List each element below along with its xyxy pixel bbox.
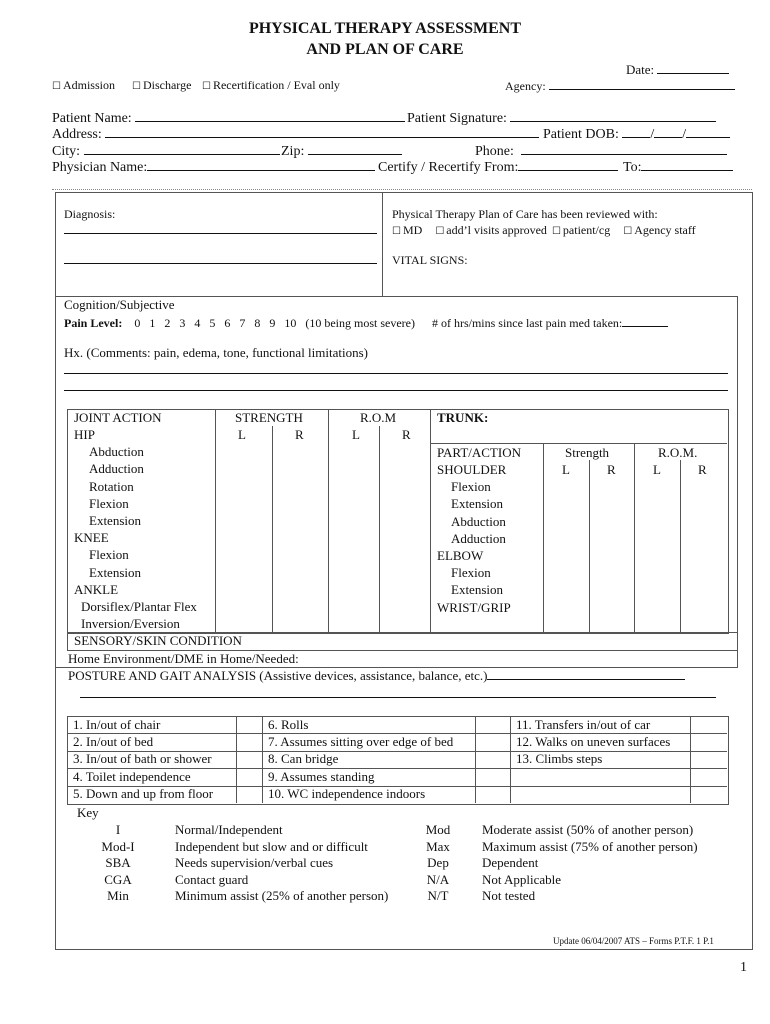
agency-line[interactable]	[549, 78, 735, 90]
section-divider	[52, 189, 752, 190]
pain-level-8[interactable]: 8	[254, 316, 261, 330]
key-description: Contact guard	[175, 871, 249, 887]
part-col-divider	[634, 443, 635, 632]
strength-header: STRENGTH	[235, 410, 303, 425]
part-col-divider	[680, 460, 681, 632]
functional-item: 1. In/out of chair	[73, 717, 161, 732]
pain-med-label: # of hrs/mins since last pain med taken:	[431, 316, 623, 330]
part-row-label: SHOULDER	[437, 462, 507, 477]
key-code: CGA	[104, 871, 132, 887]
functional-item: 5. Down and up from floor	[73, 785, 214, 801]
patient-name-label: Patient Name:	[52, 111, 132, 126]
pain-level-10[interactable]: 10	[284, 316, 297, 330]
pain-med-line[interactable]	[622, 315, 668, 327]
pain-level-label: Pain Level:	[64, 316, 123, 330]
phone-field[interactable]	[475, 143, 727, 160]
key-code: Max	[426, 838, 450, 854]
city-line[interactable]	[84, 143, 280, 155]
joint-row-label: Abduction	[89, 444, 144, 460]
func-col-divider	[236, 716, 237, 803]
zip-line[interactable]	[308, 143, 402, 155]
discharge-label: Discharge	[142, 78, 192, 92]
functional-item: 8. Can bridge	[268, 751, 339, 767]
plan-options	[392, 223, 696, 238]
posture-line-2[interactable]	[80, 697, 716, 698]
part-row-label: Abduction	[451, 513, 506, 529]
functional-item: 13. Climbs steps	[516, 751, 603, 767]
functional-item: 9. Assumes standing	[268, 768, 375, 784]
func-col-divider	[690, 716, 691, 803]
key-description: Moderate assist (50% of another person)	[482, 822, 694, 837]
key-code: Dep	[427, 855, 449, 871]
key-code: Mod-I	[101, 838, 135, 854]
pain-note: (10 being most severe)	[305, 316, 415, 330]
recert-label: Recertification / Eval only	[212, 78, 340, 92]
city-field[interactable]	[52, 143, 280, 160]
part-action-header: PART/ACTION	[437, 445, 521, 460]
functional-item: 7. Assumes sitting over edge of bed	[268, 734, 454, 750]
pain-level-9[interactable]: 9	[269, 316, 276, 330]
func-col-divider	[262, 716, 263, 803]
pain-level-1[interactable]: 1	[149, 316, 156, 330]
functional-item: 3. In/out of bath or shower	[73, 751, 212, 767]
dob-label: Patient DOB:	[543, 127, 619, 142]
pain-level-2[interactable]: 2	[164, 316, 171, 330]
key-description: Not Applicable	[482, 871, 562, 887]
zip-label: Zip:	[281, 144, 305, 159]
hx-line-1[interactable]	[64, 373, 728, 374]
date-label: Date:	[626, 62, 655, 77]
joint-col-divider	[328, 409, 329, 632]
functional-item: 10. WC independence indoors	[268, 785, 426, 801]
joint-row-label: Extension	[89, 513, 141, 528]
key-label: Key	[77, 805, 99, 820]
patient-signature-label: Patient Signature:	[407, 111, 507, 126]
key-code: N/T	[427, 888, 449, 904]
certify-to-line[interactable]	[641, 159, 733, 171]
key-code: N/A	[426, 871, 450, 887]
part-rom-left: L	[653, 462, 661, 477]
cognition-label: Cognition/Subjective	[64, 297, 175, 312]
agency-label: Agency:	[505, 79, 546, 93]
agency-staff-option[interactable]	[623, 223, 695, 237]
certify-to-field[interactable]	[623, 159, 733, 176]
patient-signature-line[interactable]	[510, 110, 716, 122]
physician-label: Physician Name:	[52, 160, 148, 175]
strength-left: L	[238, 427, 246, 442]
pain-scale	[125, 316, 296, 330]
agency-staff-label: Agency staff	[634, 223, 696, 237]
pain-level-row	[64, 315, 668, 331]
key-code: Min	[107, 888, 129, 904]
func-col-divider	[475, 716, 476, 803]
joint-row-label: Flexion	[89, 495, 129, 511]
functional-item: 4. Toilet independence	[73, 768, 191, 784]
patient-name-line[interactable]	[135, 110, 405, 122]
joint-row-label: Adduction	[89, 461, 144, 477]
patient-cg-option[interactable]	[552, 223, 610, 237]
functional-item: 12. Walks on uneven surfaces	[516, 734, 671, 750]
update-note: Update 06/04/2007 ATS – Forms P.T.F. 1 P.1	[553, 936, 714, 946]
joint-row-label: Inversion/Eversion	[81, 616, 180, 632]
part-col-divider	[543, 443, 544, 632]
dob-separator: /	[650, 127, 655, 142]
address-field[interactable]	[52, 126, 539, 143]
joint-header: JOINT ACTION	[74, 410, 162, 425]
md-option[interactable]	[392, 223, 422, 237]
part-row-label: ELBOW	[437, 548, 484, 563]
joint-col-divider	[379, 426, 380, 632]
checkbox-icon[interactable]: ☐	[52, 81, 61, 92]
plan-reviewed-label: Physical Therapy Plan of Care has been reviewed with:	[392, 207, 658, 221]
patient-name-field[interactable]	[52, 110, 405, 127]
key-code: SBA	[105, 855, 131, 871]
agency-field[interactable]	[505, 78, 735, 94]
sensory-label: SENSORY/SKIN CONDITION	[74, 633, 242, 648]
form-title-line1: PHYSICAL THERAPY ASSESSMENT	[248, 20, 522, 37]
posture-line[interactable]	[487, 668, 685, 680]
sensory-frame-left	[67, 632, 68, 650]
addl-visits-label: add’l visits approved	[446, 223, 547, 237]
joint-row-label: Dorsiflex/Plantar Flex	[81, 599, 197, 614]
key-description: Not tested	[482, 888, 536, 904]
patient-cg-label: patient/cg	[562, 223, 611, 237]
functional-item: 2. In/out of bed	[73, 734, 154, 750]
diagnosis-divider	[382, 192, 383, 296]
joint-row-label: Flexion	[89, 547, 129, 563]
trunk-divider	[430, 443, 727, 444]
functional-item: 6. Rolls	[268, 717, 309, 732]
certify-from-line[interactable]	[518, 159, 618, 171]
address-label: Address:	[52, 127, 102, 142]
diagnosis-line-2[interactable]	[64, 263, 377, 264]
part-rom-right: R	[698, 462, 707, 477]
pain-level-3[interactable]: 3	[179, 316, 186, 330]
dob-separator: /	[682, 127, 687, 142]
part-strength-left: L	[562, 462, 570, 477]
part-row-label: Flexion	[451, 479, 491, 495]
trunk-label: TRUNK:	[437, 410, 489, 425]
part-strength-header: Strength	[565, 445, 610, 460]
checkbox-icon[interactable]: ☐	[392, 226, 401, 237]
functional-item: 11. Transfers in/out of car	[516, 717, 651, 732]
rom-header: R.O.M	[360, 410, 397, 425]
posture-field[interactable]	[68, 668, 685, 684]
posture-label: POSTURE AND GAIT ANALYSIS (Assistive devices, assistance, balance, etc.)	[68, 668, 488, 683]
dob-day[interactable]	[654, 126, 682, 138]
diagnosis-line-1[interactable]	[64, 233, 377, 234]
strength-right: R	[295, 427, 304, 442]
joint-row-label: HIP	[74, 427, 95, 442]
rom-left: L	[352, 427, 360, 442]
joint-row-label: Rotation	[89, 478, 134, 494]
checkbox-icon[interactable]: ☐	[132, 81, 141, 92]
address-line[interactable]	[105, 126, 539, 138]
pain-level-4[interactable]: 4	[194, 316, 201, 330]
func-col-divider	[510, 716, 511, 803]
dob-month[interactable]	[622, 126, 650, 138]
vital-signs-label: VITAL SIGNS:	[392, 253, 468, 267]
key-description: Independent but slow and or difficult	[175, 838, 368, 854]
part-row-label: Flexion	[451, 565, 491, 581]
diagnosis-label: Diagnosis:	[64, 207, 116, 221]
certify-label: Certify / Recertify From:	[378, 160, 519, 175]
key-code: Mod	[425, 822, 451, 837]
checkbox-icon[interactable]: ☐	[435, 226, 445, 237]
recert-option[interactable]	[202, 78, 340, 93]
inner-frame-right	[737, 296, 738, 668]
joint-row-label: ANKLE	[74, 581, 119, 597]
date-field[interactable]	[626, 62, 729, 78]
addl-visits-option[interactable]	[435, 223, 547, 237]
home-env-label: Home Environment/DME in Home/Needed:	[68, 651, 299, 666]
pain-level-6[interactable]: 6	[224, 316, 231, 330]
patient-signature-field[interactable]	[407, 110, 716, 127]
part-row-label: Adduction	[451, 530, 506, 546]
dob-year[interactable]	[686, 126, 730, 138]
part-row-label: Extension	[451, 582, 503, 598]
admission-label: Admission	[62, 78, 115, 92]
joint-row-label: Extension	[89, 564, 141, 580]
pain-level-0[interactable]: 0	[134, 316, 141, 330]
rom-right: R	[402, 427, 411, 442]
part-strength-right: R	[607, 462, 616, 477]
joint-col-divider	[215, 409, 216, 632]
checkbox-icon[interactable]: ☐	[202, 81, 211, 92]
key-code: I	[115, 822, 121, 837]
part-col-divider	[589, 460, 590, 632]
checkbox-icon[interactable]: ☐	[551, 226, 561, 237]
admission-option[interactable]	[52, 78, 115, 93]
date-line[interactable]	[657, 62, 729, 74]
key-description: Dependent	[482, 855, 539, 871]
hx-label: Hx. (Comments: pain, edema, tone, functional limitations)	[64, 345, 368, 360]
city-label: City:	[52, 144, 81, 159]
md-label: MD	[402, 223, 423, 237]
pain-level-7[interactable]: 7	[239, 316, 246, 330]
part-rom-header: R.O.M.	[658, 445, 698, 460]
form-title-line2: AND PLAN OF CARE	[306, 41, 464, 58]
key-description: Minimum assist (25% of another person)	[175, 888, 389, 904]
part-row-label: Extension	[451, 496, 503, 512]
certify-field[interactable]	[378, 159, 618, 176]
pain-level-5[interactable]: 5	[209, 316, 216, 330]
to-label: To:	[623, 160, 642, 175]
part-row-label: WRIST/GRIP	[437, 599, 511, 615]
joint-col-divider	[272, 426, 273, 632]
page-number: 1	[740, 960, 747, 975]
dob-field[interactable]	[543, 126, 730, 143]
key-description: Normal/Independent	[175, 822, 283, 837]
zip-field[interactable]	[281, 143, 402, 160]
phone-line[interactable]	[521, 143, 727, 155]
physician-field[interactable]	[52, 159, 375, 176]
physician-line[interactable]	[147, 159, 375, 171]
key-description: Maximum assist (75% of another person)	[482, 838, 698, 854]
phone-label: Phone:	[475, 144, 514, 159]
joint-row-label: KNEE	[74, 530, 109, 546]
hx-line-2[interactable]	[64, 390, 728, 391]
checkbox-icon[interactable]: ☐	[623, 226, 633, 237]
discharge-option[interactable]	[132, 78, 191, 93]
key-description: Needs supervision/verbal cues	[175, 855, 334, 871]
